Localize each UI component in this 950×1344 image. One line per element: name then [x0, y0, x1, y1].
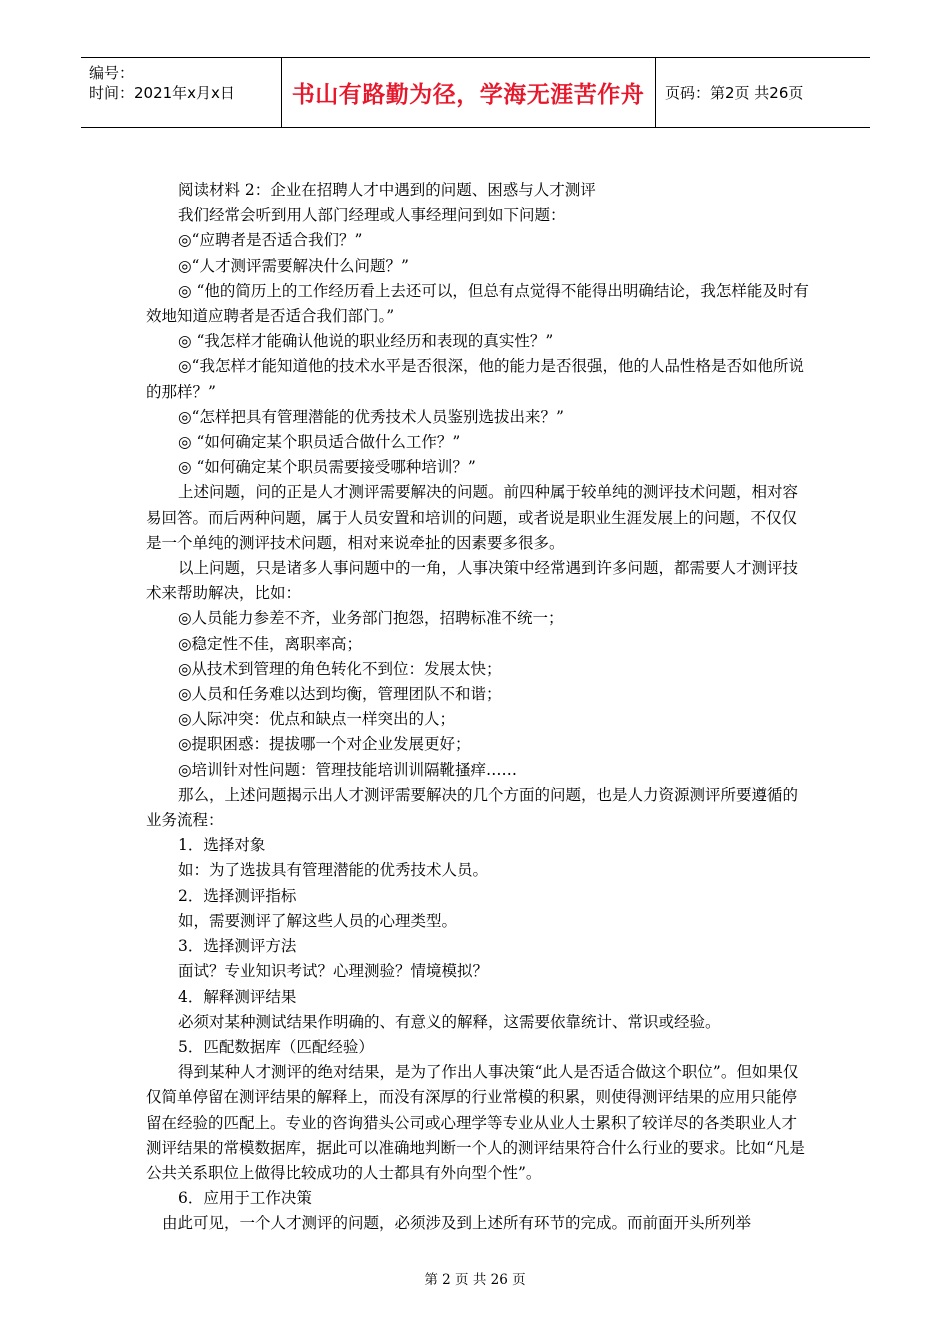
body-paragraph: ◎稳定性不佳，离职率高；: [178, 634, 363, 653]
body-paragraph: ◎ “如何确定某个职员需要接受哪种培训？”: [178, 458, 476, 477]
body-paragraph: 我们经常会听到用人部门经理或人事经理问到如下问题：: [178, 206, 566, 225]
header-page-info: 页码：第2页 共26页: [665, 84, 804, 102]
body-paragraph: 如，需要测评了解这些人员的心理类型。: [178, 911, 458, 930]
body-paragraph: ◎ “我怎样才能确认他说的职业经历和表现的真实性？”: [178, 332, 554, 351]
document-time-label: 时间：2021年x月x日: [89, 84, 235, 102]
page-header: [81, 57, 870, 128]
body-paragraph: ◎“人才测评需要解决什么问题？”: [178, 256, 409, 275]
body-paragraph: ◎人际冲突：优点和缺点一样突出的人；: [178, 710, 456, 729]
body-paragraph: 必须对某种测试结果作明确的、有意义的解释，这需要依靠统计、常识或经验。: [178, 1012, 721, 1031]
body-paragraph: 那么，上述问题揭示出人才测评需要解决的几个方面的问题，也是人力资源测评所要遵循的业务流程：: [146, 785, 799, 830]
body-paragraph: ◎人员和任务难以达到均衡，管理团队不和谐；: [178, 685, 502, 704]
body-paragraph: 6．应用于工作决策: [178, 1189, 312, 1208]
body-paragraph: ◎ “如何确定某个职员适合做什么工作？”: [178, 433, 461, 452]
body-paragraph: 4．解释测评结果: [178, 987, 297, 1006]
body-paragraph: 上述问题，问的正是人才测评需要解决的问题。前四种属于较单纯的测评技术问题，相对容易回答。而后两种问题，属于人员安置和培训的问题，或者说是职业生涯发展上的问题，不仅仅是一个单纯的测评技术问题，相对来说牵扯的因素要多很多。: [146, 483, 799, 552]
body-paragraph: 阅读材料 2：企业在招聘人才中遇到的问题、困惑与人才测评: [178, 181, 596, 199]
body-paragraph: 2．选择测评指标: [178, 886, 297, 905]
header-meta-cell: [81, 58, 282, 127]
document-body: [146, 178, 810, 1237]
body-paragraph: ◎从技术到管理的角色转化不到位：发展太快；: [178, 659, 502, 678]
body-paragraph: ◎“应聘者是否适合我们？”: [178, 231, 363, 250]
body-paragraph: ◎“怎样把具有管理潜能的优秀技术人员鉴别选拔出来？”: [178, 407, 564, 426]
body-paragraph: ◎人员能力参差不齐，业务部门抱怨，招聘标准不统一；: [178, 609, 564, 628]
body-paragraph: ◎ “他的简历上的工作经历看上去还可以，但总有点觉得不能得出明确结论，我怎样能及时有效地知道应聘者是否适合我们部门。”: [146, 281, 809, 326]
body-paragraph: 由此可见，一个人才测评的问题，必须涉及到上述所有环节的完成。而前面开头所列举: [162, 1214, 752, 1233]
body-paragraph: 以上问题，只是诸多人事问题中的一角，人事决策中经常遇到许多问题，都需要人才测评技术来帮助解决，比如：: [146, 559, 799, 603]
header-page-info-cell: [655, 58, 870, 127]
body-paragraph: ◎“我怎样才能知道他的技术水平是否很深，他的能力是否很强，他的人品性格是否如他所说的那样？”: [146, 357, 804, 401]
document-number-label: 编号：: [89, 64, 135, 82]
body-paragraph: 面试？专业知识考试？心理测验？情境模拟？: [178, 962, 489, 981]
header-motto: 书山有路勤为径，学海无涯苦作舟: [281, 58, 656, 127]
body-paragraph: 如：为了选拔具有管理潜能的优秀技术人员。: [178, 861, 489, 880]
body-paragraph: 3．选择测评方法: [178, 937, 297, 956]
body-paragraph: 1．选择对象: [178, 836, 266, 855]
body-paragraph: 5．匹配数据库（匹配经验）: [178, 1037, 374, 1056]
page-footer: 第 2 页 共 26 页: [424, 1272, 526, 1288]
body-paragraph: ◎培训针对性问题：管理技能培训训隔靴搔痒……: [178, 760, 518, 779]
body-paragraph: ◎提职困惑：提拔哪一个对企业发展更好；: [178, 735, 471, 754]
body-paragraph: 得到某种人才测评的绝对结果，是为了作出人事决策“此人是否适合做这个职位”。但如果仅仅简单停留在测评结果的解释上，而没有深厚的行业常模的积累，则使得测评结果的应用只能停留在经验的匹配上。专业的咨询猎头公司或心理学等专业从业人士累积了较详尽的各类职业人才测评结果的常模数据库，据此可以准确地判断一个人的测评结果符合什么行业的要求。比如“凡是公共关系职位上做得比较成功的人士都具有外向型个性”。: [146, 1063, 805, 1182]
